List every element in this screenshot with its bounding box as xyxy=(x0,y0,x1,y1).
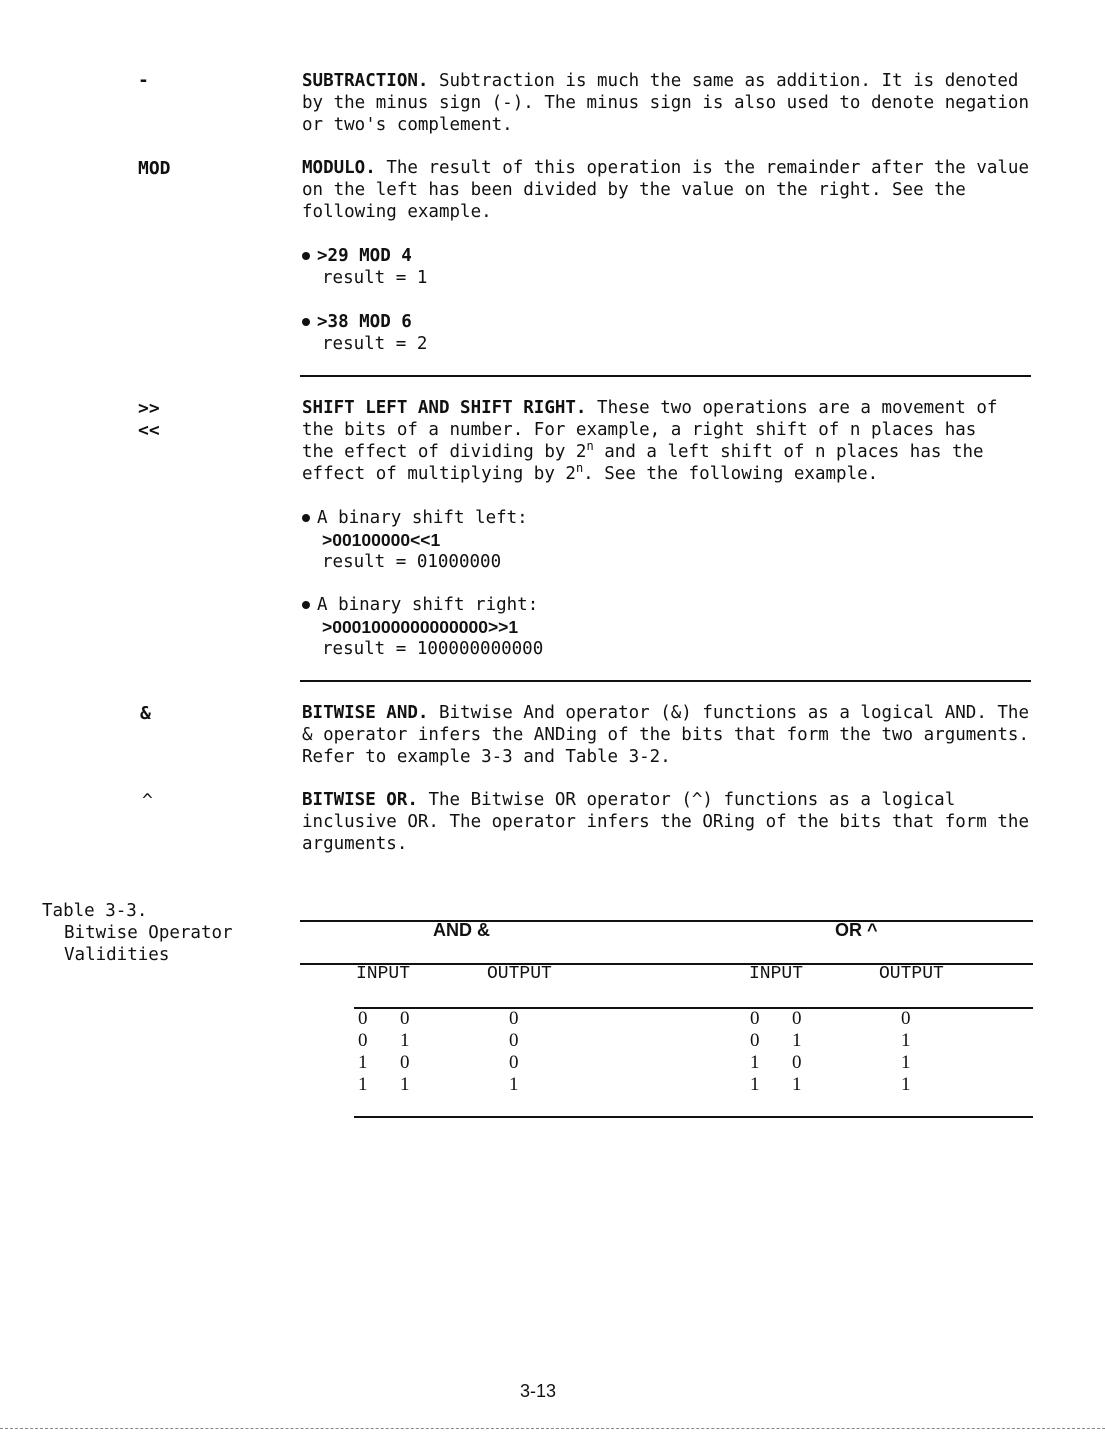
modulo-example-result: result = 1 xyxy=(322,268,428,288)
table-or-header: OR ^ xyxy=(835,920,878,940)
and-row-2-a: 0 xyxy=(358,1030,368,1051)
subtraction-text: Subtraction is much the same as addition. It is denoted by the minus sign (-). The minus sign is also used to denote negation or two's complement. xyxy=(302,71,1029,135)
and-row-1-a: 0 xyxy=(358,1008,368,1029)
table-bottom-rule xyxy=(354,1116,1033,1118)
and-row-3-a: 1 xyxy=(358,1052,368,1073)
scan-edge-line xyxy=(0,1428,1105,1429)
modulo-example-expr: >29 MOD 4 xyxy=(317,246,412,266)
and-output-header: OUTPUT xyxy=(487,964,552,984)
and-symbol: & xyxy=(140,703,151,724)
section-divider xyxy=(300,680,1031,682)
and-row-1-out: 0 xyxy=(509,1008,519,1029)
or-row-4-a: 1 xyxy=(750,1074,760,1095)
modulo-symbol: MOD xyxy=(138,158,171,179)
section-divider xyxy=(300,375,1031,377)
bullet-icon xyxy=(302,318,310,326)
shift-example-expr: >00100000<<1 xyxy=(322,530,441,550)
or-row-1-a: 0 xyxy=(750,1008,760,1029)
or-text: The Bitwise OR operator (^) functions as a logical inclusive OR. The operator infers the ORing of the bits that form the arguments. xyxy=(302,790,1029,854)
shift-line-1: These two operations are a movement of xyxy=(597,398,998,418)
or-input-header: INPUT xyxy=(749,964,804,984)
and-row-2-out: 0 xyxy=(509,1030,519,1051)
bullet-icon xyxy=(302,601,310,609)
table-caption xyxy=(42,900,233,966)
modulo-example-2 xyxy=(302,311,427,355)
or-row-2-b: 1 xyxy=(792,1030,802,1051)
shift-superscript-n: n xyxy=(575,461,584,476)
bullet-icon xyxy=(302,252,310,260)
or-row-2-a: 0 xyxy=(750,1030,760,1051)
and-row-1-b: 0 xyxy=(400,1008,410,1029)
shift-heading: SHIFT LEFT AND SHIFT RIGHT. xyxy=(302,398,587,418)
shift-example-result: result = 100000000000 xyxy=(322,639,544,659)
shift-paragraph xyxy=(302,397,1034,485)
or-row-2-out: 1 xyxy=(901,1030,911,1051)
table-body-rule xyxy=(354,1007,1033,1009)
shift-line-3a: the effect of dividing by 2 xyxy=(302,442,587,462)
shift-example-label: A binary shift left: xyxy=(317,508,528,528)
subtraction-paragraph xyxy=(302,70,1034,136)
shift-superscript-n: n xyxy=(586,439,594,454)
or-heading: BITWISE OR. xyxy=(302,790,418,810)
or-symbol: ^ xyxy=(142,790,153,811)
or-row-4-b: 1 xyxy=(792,1074,802,1095)
page-number: 3-13 xyxy=(520,1381,557,1401)
table-caption-title: Table 3-3. xyxy=(42,901,148,921)
and-row-3-out: 0 xyxy=(509,1052,519,1073)
shift-example-2 xyxy=(302,594,543,660)
and-text: Bitwise And operator (&) functions as a logical AND. The & operator infers the ANDing of the bits that form the two arguments. Refer to example 3-3 and Table 3-2. xyxy=(302,703,1029,767)
and-row-3-b: 0 xyxy=(400,1052,410,1073)
or-paragraph xyxy=(302,789,1034,855)
or-output-header: OUTPUT xyxy=(879,964,944,984)
subtraction-symbol: - xyxy=(138,70,149,91)
subtraction-heading: SUBTRACTION. xyxy=(302,71,429,91)
and-heading: BITWISE AND. xyxy=(302,703,429,723)
shift-example-label: A binary shift right: xyxy=(317,595,539,615)
modulo-example-expr: >38 MOD 6 xyxy=(317,312,412,332)
or-row-3-a: 1 xyxy=(750,1052,760,1073)
and-row-4-a: 1 xyxy=(358,1074,368,1095)
table-top-rule xyxy=(300,920,1033,922)
table-and-header: AND & xyxy=(433,920,490,940)
table-caption-line-2: Bitwise Operator xyxy=(64,923,233,943)
shift-example-expr: >0001000000000000>>1 xyxy=(322,617,519,637)
and-input-header: INPUT xyxy=(356,964,411,984)
shift-line-4b: . See the following example. xyxy=(583,464,879,484)
shift-right-symbol: >> xyxy=(138,398,160,419)
modulo-example-result: result = 2 xyxy=(322,334,428,354)
and-row-4-b: 1 xyxy=(400,1074,410,1095)
modulo-heading: MODULO. xyxy=(302,158,376,178)
shift-line-4a: effect of multiplying by 2 xyxy=(302,464,576,484)
shift-left-symbol: << xyxy=(138,420,160,441)
and-row-4-out: 1 xyxy=(509,1074,519,1095)
modulo-paragraph xyxy=(302,157,1034,223)
modulo-example-1 xyxy=(302,245,427,289)
shift-example-result: result = 01000000 xyxy=(322,552,502,572)
and-row-2-b: 1 xyxy=(400,1030,410,1051)
table-caption-line-3: Validities xyxy=(64,945,170,965)
shift-line-2: the bits of a number. For example, a right shift of n places has xyxy=(302,420,977,440)
or-row-1-out: 0 xyxy=(901,1008,911,1029)
bullet-icon xyxy=(302,514,310,522)
shift-line-3b: and a left shift of n places has the xyxy=(593,442,984,462)
or-row-3-b: 0 xyxy=(792,1052,802,1073)
or-row-1-b: 0 xyxy=(792,1008,802,1029)
or-row-4-out: 1 xyxy=(901,1074,911,1095)
shift-example-1 xyxy=(302,507,528,573)
and-paragraph xyxy=(302,702,1034,768)
modulo-text: The result of this operation is the remainder after the value on the left has been divided by the value on the right. See the following example. xyxy=(302,158,1030,222)
or-row-3-out: 1 xyxy=(901,1052,911,1073)
